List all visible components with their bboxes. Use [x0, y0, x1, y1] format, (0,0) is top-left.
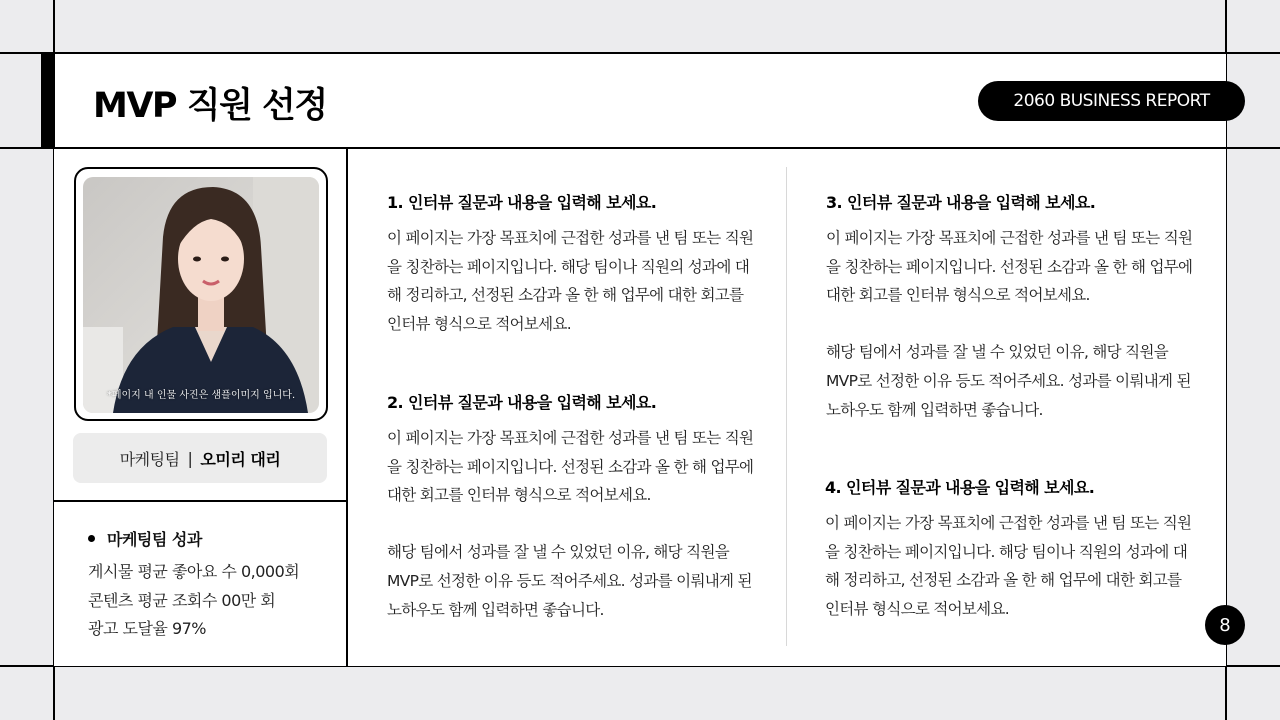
section-paragraph: 이 페이지는 가장 목표치에 근접한 성과를 낸 팀 또는 직원을 칭찬하는 페이지입니다. 선정된 소감과 올 한 해 업무에 대한 회고를 인터뷰 형식으로 적어보세요. — [387, 429, 754, 505]
section-heading: 3. 인터뷰 질문과 내용을 입력해 보세요. — [826, 193, 1096, 212]
page-title: MVP 직원 선정 — [93, 86, 327, 126]
section-paragraph: 이 페이지는 가장 목표치에 근접한 성과를 낸 팀 또는 직원을 칭찬하는 페이지입니다. 해당 팀이나 직원의 성과에 대해 정리하고, 선정된 소감과 올 한 해 업무에 대한 회고를 인터뷰 형식으로 적어보세요. — [825, 514, 1192, 618]
team-name: 마케팅팀 — [119, 449, 180, 469]
column-divider-left — [346, 148, 348, 666]
performance-title — [88, 527, 202, 550]
performance-title-text: 마케팅팀 성과 — [107, 530, 202, 549]
performance-item: 게시물 평균 좋아요 수 0,000회 — [88, 562, 300, 581]
performance-list — [88, 558, 299, 644]
interview-section-2 — [387, 390, 757, 624]
profile-divider — [54, 500, 347, 502]
section-paragraph: 해당 팀에서 성과를 잘 낼 수 있었던 이유, 해당 직원을 MVP로 선정한 이유 등도 적어주세요. 성과를 이뤄내게 된 노하우도 함께 입력하면 좋습니다. — [387, 543, 752, 619]
report-badge: 2060 BUSINESS REPORT — [978, 81, 1245, 121]
interview-section-1 — [387, 190, 757, 338]
section-paragraph: 이 페이지는 가장 목표치에 근접한 성과를 낸 팀 또는 직원을 칭찬하는 페이지입니다. 선정된 소감과 올 한 해 업무에 대한 회고를 인터뷰 형식으로 적어보세요. — [826, 229, 1193, 305]
performance-item: 콘텐츠 평균 조회수 00만 회 — [88, 590, 276, 610]
section-heading: 4. 인터뷰 질문과 내용을 입력해 보세요. — [825, 478, 1095, 497]
employee-name: 오미리 대리 — [200, 449, 281, 469]
frame-line-header-overlay — [0, 147, 1280, 149]
section-heading: 1. 인터뷰 질문과 내용을 입력해 보세요. — [387, 193, 657, 212]
frame-line-top-overlay — [0, 52, 1280, 54]
bullet-icon — [88, 535, 95, 542]
photo-caption: *페이지 내 인물 사진은 샘플이미지 입니다. — [106, 390, 296, 401]
interview-section-3 — [826, 190, 1196, 424]
portrait-image — [83, 177, 319, 413]
profile-photo — [83, 177, 319, 413]
page-number: 8 — [1205, 605, 1245, 645]
profile-photo-frame — [74, 167, 328, 421]
section-paragraph: 해당 팀에서 성과를 잘 낼 수 있었던 이유, 해당 직원을 MVP로 선정한 이유 등도 적어주세요. 성과를 이뤄내게 된 노하우도 함께 입력하면 좋습니다. — [826, 343, 1191, 419]
name-box — [73, 433, 327, 483]
name-separator: | — [187, 448, 193, 468]
column-divider-middle — [786, 167, 787, 646]
section-heading: 2. 인터뷰 질문과 내용을 입력해 보세요. — [387, 393, 657, 412]
interview-section-4 — [825, 475, 1195, 623]
section-paragraph: 이 페이지는 가장 목표치에 근접한 성과를 낸 팀 또는 직원을 칭찬하는 페이지입니다. 해당 팀이나 직원의 성과에 대해 정리하고, 선정된 소감과 올 한 해 업무에 대한 회고를 인터뷰 형식으로 적어보세요. — [387, 229, 754, 333]
performance-item: 광고 도달율 97% — [88, 619, 207, 638]
title-accent-bar — [41, 53, 55, 147]
